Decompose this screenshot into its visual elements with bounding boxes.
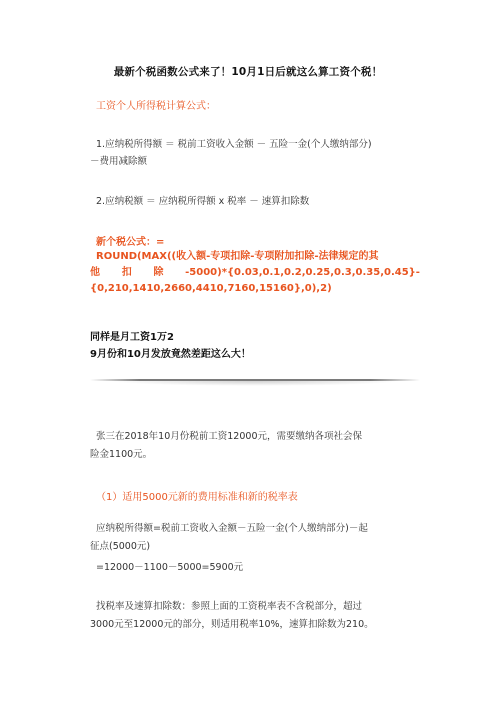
new-formula-line-1: ROUND(MAX((收入额-专项扣除-专项附加扣除-法律规定的其 [96, 251, 379, 262]
new-formula [90, 249, 420, 297]
case-1-heading: （1）适用5000元新的费用标准和新的税率表 [96, 492, 298, 503]
calc-result: =12000－1100－5000=5900元 [96, 562, 244, 573]
formula-word: 他 [90, 267, 100, 278]
example-line-1: 张三在2018年10月份税前工资12000元，需要缴纳各项社会保 [96, 431, 362, 442]
same-salary-line: 同样是月工资1万2 [90, 332, 174, 343]
new-formula-heading: 新个税公式：= [96, 237, 165, 248]
example-paragraph [90, 428, 420, 460]
example-line-2: 险金1100元。 [90, 449, 153, 460]
lookup-line-1: 找税率及速算扣除数：参照上面的工资税率表不含税部分，超过 [96, 601, 363, 612]
new-formula-line-2 [90, 265, 420, 281]
difference-line: 9月份和10月发放竟然差距这么大！ [90, 349, 251, 360]
formula-1-line-2: －费用减除额 [90, 156, 148, 167]
article-title: 最新个税函数公式来了！10月1日后就这么算工资个税！ [113, 66, 383, 78]
formula-word: -5000)*{0.03,0.1,0.2,0.25,0.3,0.35,0.45}- [185, 267, 420, 278]
formula-1 [90, 136, 420, 167]
new-formula-line-3: {0,210,1410,2660,4410,7160,15160},0),2) [90, 283, 332, 294]
calc-line-2: 征点(5000元) [90, 541, 151, 552]
formula-2: 2.应纳税额 ＝ 应纳税所得额 x 税率 － 速算扣除数 [96, 196, 310, 207]
formula-word: 扣 [121, 267, 132, 278]
lookup-line-2: 3000元至12000元的部分，则适用税率10%，速算扣除数为210。 [90, 619, 374, 630]
divider-shadow [110, 381, 400, 386]
calc-paragraph [90, 520, 420, 552]
section-heading-formula: 工资个人所得税计算公式： [96, 101, 216, 112]
calc-line-1: 应纳税所得额=税前工资收入金额－五险一金(个人缴纳部分)－起 [96, 523, 368, 534]
formula-1-line-1: 1.应纳税所得额 ＝ 税前工资收入金额 － 五险一金(个人缴纳部分) [96, 139, 372, 150]
lookup-paragraph [90, 598, 420, 630]
formula-word: 除 [153, 267, 164, 278]
